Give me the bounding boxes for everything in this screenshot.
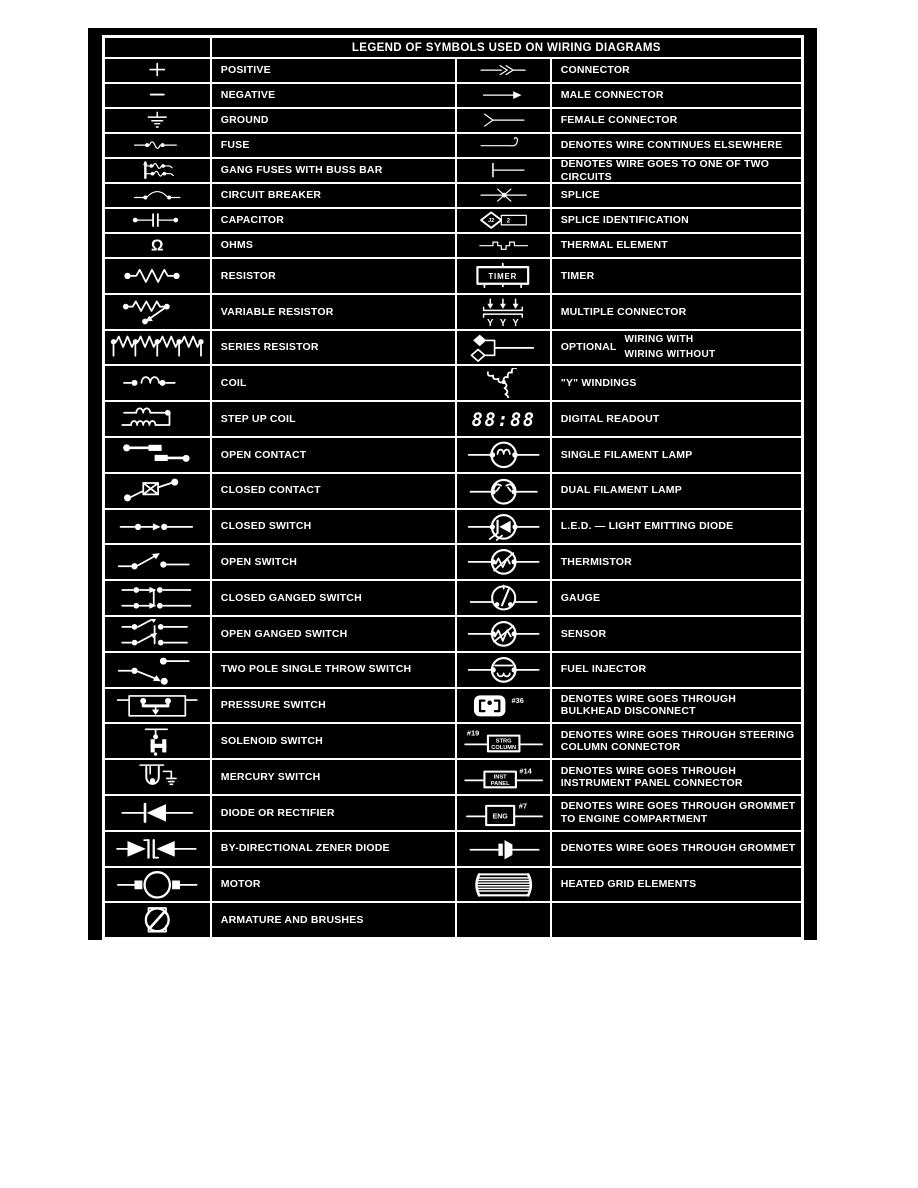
wiring-legend-table — [102, 35, 804, 940]
left-symbol-label: VARIABLE RESISTOR — [211, 294, 456, 330]
left-symbol-label: POSITIVE — [211, 58, 456, 83]
svg-text:#19: #19 — [466, 729, 479, 739]
wire-two-circuits-icon — [456, 158, 551, 183]
svg-text:PANEL: PANEL — [490, 781, 510, 788]
armature-icon — [104, 902, 211, 938]
legend-title: LEGEND OF SYMBOLS USED ON WIRING DIAGRAMS — [211, 37, 802, 58]
right-symbol-label: DENOTES WIRE GOES THROUGH BULKHEAD DISCONNECT — [551, 688, 802, 724]
right-symbol-label: MULTIPLE CONNECTOR — [551, 294, 802, 330]
male-connector-icon — [456, 83, 551, 108]
gang-fuses-icon — [104, 158, 211, 183]
fuel-injector-icon — [456, 652, 551, 688]
open-ganged-switch-icon — [104, 616, 211, 652]
right-symbol-label — [551, 902, 802, 938]
right-symbol-label: THERMAL ELEMENT — [551, 233, 802, 258]
left-symbol-label: MOTOR — [211, 867, 456, 903]
series-resistor-icon — [104, 330, 211, 366]
y-windings-icon — [456, 365, 551, 401]
svg-text:INST: INST — [493, 774, 507, 781]
left-symbol-label: CLOSED CONTACT — [211, 473, 456, 509]
steering-column-connector-icon — [456, 723, 551, 759]
right-symbol-label: DENOTES WIRE GOES THROUGH GROMMET — [551, 831, 802, 867]
closed-contact-icon — [104, 473, 211, 509]
left-symbol-label: OPEN CONTACT — [211, 437, 456, 473]
multiple-connector-icon — [456, 294, 551, 330]
coil-icon — [104, 365, 211, 401]
dual-filament-lamp-icon — [456, 473, 551, 509]
thermal-element-icon — [456, 233, 551, 258]
fuse-icon — [104, 133, 211, 158]
splice-icon — [456, 183, 551, 208]
right-symbol-label: DENOTES WIRE CONTINUES ELSEWHERE — [551, 133, 802, 158]
left-symbol-label: NEGATIVE — [211, 83, 456, 108]
left-symbol-label: STEP UP COIL — [211, 401, 456, 437]
svg-text:TIMER: TIMER — [487, 271, 517, 281]
optional-sub-label: WIRING WITHOUT — [624, 349, 716, 361]
resistor-icon — [104, 258, 211, 294]
svg-text:2: 2 — [506, 218, 510, 225]
left-symbol-label: DIODE OR RECTIFIER — [211, 795, 456, 831]
left-symbol-label: CLOSED GANGED SWITCH — [211, 580, 456, 616]
zener-diode-icon — [104, 831, 211, 867]
svg-text:Y: Y — [486, 317, 494, 327]
optional-sub-label: WIRING WITH — [624, 333, 694, 345]
right-symbol-label: GAUGE — [551, 580, 802, 616]
connector-icon — [456, 58, 551, 83]
svg-text:#36: #36 — [511, 695, 524, 705]
diode-icon — [104, 795, 211, 831]
left-symbol-label: OHMS — [211, 233, 456, 258]
left-symbol-label: TWO POLE SINGLE THROW SWITCH — [211, 652, 456, 688]
right-symbol-label: FEMALE CONNECTOR — [551, 108, 802, 133]
heated-grid-icon — [456, 867, 551, 903]
svg-text:STRG: STRG — [495, 739, 512, 746]
closed-switch-icon — [104, 509, 211, 545]
optional-wiring-labels — [561, 334, 797, 362]
positive-icon — [104, 58, 211, 83]
pressure-switch-icon — [104, 688, 211, 724]
open-contact-icon — [104, 437, 211, 473]
timer-icon — [456, 258, 551, 294]
title-corner-cell — [104, 37, 211, 58]
mercury-switch-icon — [104, 759, 211, 795]
optional-label: OPTIONAL — [560, 341, 617, 354]
left-symbol-label: SOLENOID SWITCH — [211, 723, 456, 759]
left-symbol-label: CAPACITOR — [211, 208, 456, 233]
closed-ganged-switch-icon — [104, 580, 211, 616]
right-symbol-label: SINGLE FILAMENT LAMP — [551, 437, 802, 473]
gauge-icon — [456, 580, 551, 616]
thermistor-icon — [456, 544, 551, 580]
step-up-coil-icon — [104, 401, 211, 437]
sensor-icon — [456, 616, 551, 652]
right-symbol-label — [551, 330, 802, 366]
legend-table-region — [88, 28, 817, 940]
left-symbol-label: OPEN SWITCH — [211, 544, 456, 580]
right-symbol-label: L.E.D. — LIGHT EMITTING DIODE — [551, 509, 802, 545]
right-symbol-label: THERMISTOR — [551, 544, 802, 580]
left-symbol-label: SERIES RESISTOR — [211, 330, 456, 366]
bulkhead-disconnect-icon — [456, 688, 551, 724]
left-symbol-label: RESISTOR — [211, 258, 456, 294]
right-symbol-label: SENSOR — [551, 616, 802, 652]
right-symbol-label: TIMER — [551, 258, 802, 294]
right-symbol-label: DENOTES WIRE GOES THROUGH GROMMET TO ENGINE COMPARTMENT — [551, 795, 802, 831]
svg-text:Y: Y — [511, 317, 519, 327]
left-symbol-label: OPEN GANGED SWITCH — [211, 616, 456, 652]
left-symbol-label: BY-DIRECTIONAL ZENER DIODE — [211, 831, 456, 867]
two-pole-single-throw-switch-icon — [104, 652, 211, 688]
solenoid-switch-icon — [104, 723, 211, 759]
ground-icon — [104, 108, 211, 133]
left-symbol-label: GANG FUSES WITH BUSS BAR — [211, 158, 456, 183]
optional-sub-labels — [625, 334, 716, 362]
capacitor-icon — [104, 208, 211, 233]
splice-id-icon — [456, 208, 551, 233]
grommet-icon — [456, 831, 551, 867]
svg-text:Y: Y — [499, 317, 506, 327]
right-symbol-label: SPLICE — [551, 183, 802, 208]
svg-text:#7: #7 — [518, 801, 527, 811]
svg-text:Ω: Ω — [151, 237, 164, 255]
female-connector-icon — [456, 108, 551, 133]
svg-text:J2: J2 — [487, 218, 494, 225]
circuit-breaker-icon — [104, 183, 211, 208]
motor-icon — [104, 867, 211, 903]
svg-text:ENG: ENG — [492, 813, 508, 821]
led-icon — [456, 509, 551, 545]
right-symbol-label: DENOTES WIRE GOES THROUGH INSTRUMENT PANEL CONNECTOR — [551, 759, 802, 795]
single-filament-lamp-icon — [456, 437, 551, 473]
variable-resistor-icon — [104, 294, 211, 330]
instrument-panel-connector-icon — [456, 759, 551, 795]
left-symbol-label: CLOSED SWITCH — [211, 509, 456, 545]
right-symbol-label: "Y" WINDINGS — [551, 365, 802, 401]
left-symbol-label: COIL — [211, 365, 456, 401]
left-symbol-label: GROUND — [211, 108, 456, 133]
ohms-icon — [104, 233, 211, 258]
right-symbol-label: DUAL FILAMENT LAMP — [551, 473, 802, 509]
right-symbol-label: SPLICE IDENTIFICATION — [551, 208, 802, 233]
optional-wiring-icon — [456, 330, 551, 366]
right-symbol-label: MALE CONNECTOR — [551, 83, 802, 108]
left-symbol-label: FUSE — [211, 133, 456, 158]
open-switch-icon — [104, 544, 211, 580]
right-symbol-label: DENOTES WIRE GOES THROUGH STEERING COLUMN CONNECTOR — [551, 723, 802, 759]
digital-readout-icon — [456, 401, 551, 437]
right-symbol-label: HEATED GRID ELEMENTS — [551, 867, 802, 903]
left-symbol-label: PRESSURE SWITCH — [211, 688, 456, 724]
right-symbol-label: DENOTES WIRE GOES TO ONE OF TWO CIRCUITS — [551, 158, 802, 183]
left-symbol-label: CIRCUIT BREAKER — [211, 183, 456, 208]
left-symbol-label: ARMATURE AND BRUSHES — [211, 902, 456, 938]
wire-continues-icon — [456, 133, 551, 158]
right-symbol-label: FUEL INJECTOR — [551, 652, 802, 688]
svg-text:#14: #14 — [518, 766, 532, 776]
right-symbol-label: DIGITAL READOUT — [551, 401, 802, 437]
svg-text:88:88: 88:88 — [471, 410, 536, 432]
negative-icon — [104, 83, 211, 108]
empty-symbol-cell — [456, 902, 551, 938]
engine-grommet-icon — [456, 795, 551, 831]
svg-text:COLUMN: COLUMN — [490, 745, 516, 752]
right-symbol-label: CONNECTOR — [551, 58, 802, 83]
left-symbol-label: MERCURY SWITCH — [211, 759, 456, 795]
